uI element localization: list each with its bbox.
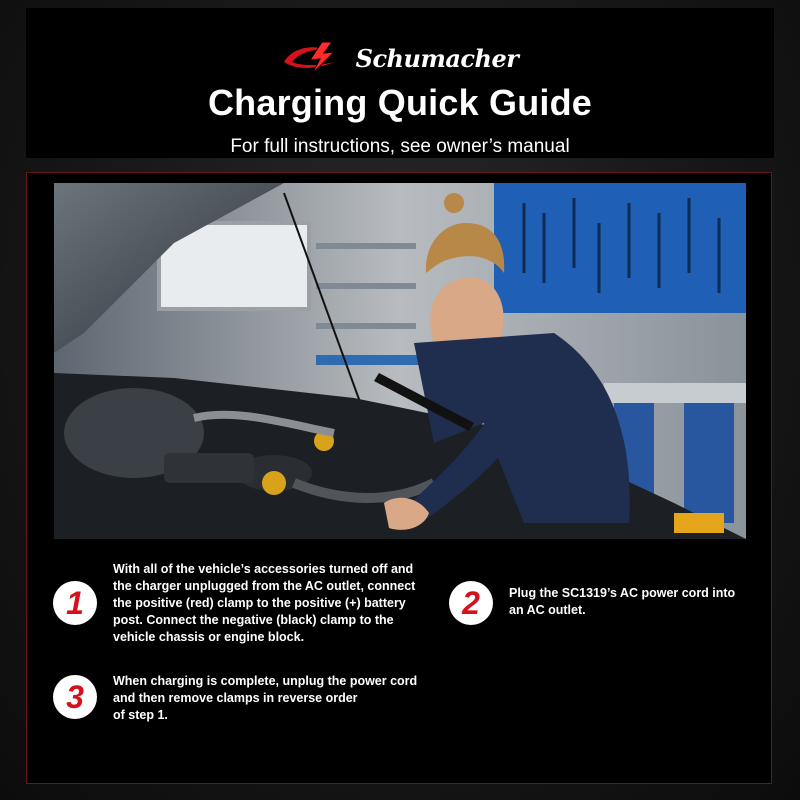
step-number: 3 — [66, 679, 84, 715]
step-text: With all of the vehicle’s accessories turned off and the charger unplugged from the AC outlet, connect the positive (red) clamp to the positive (+) battery post. Connect the negative (black) clamp to the vehicle chassis or engine block. — [113, 562, 416, 644]
lightning-swoosh-icon — [282, 40, 352, 76]
step-number: 1 — [66, 585, 84, 621]
step-number-badge — [53, 675, 97, 719]
step-number-badge — [449, 581, 493, 625]
header-banner — [26, 8, 774, 158]
step-number: 2 — [462, 585, 480, 621]
step-2 — [449, 585, 739, 625]
page-subtitle: For full instructions, see owner’s manual — [230, 136, 570, 157]
step-text: Plug the SC1319’s AC power cord into an AC outlet. — [509, 586, 736, 617]
guide-panel — [26, 172, 772, 784]
step-number-badge — [53, 581, 97, 625]
step-3 — [53, 673, 423, 724]
brand-logo — [26, 38, 774, 78]
brand-name: Schumacher — [355, 43, 519, 73]
step-text: When charging is complete, unplug the power cord and then remove clamps in reverse order of step 1. — [113, 674, 418, 722]
mechanic-engine-photo — [54, 183, 746, 539]
page-title: Charging Quick Guide — [207, 82, 593, 123]
step-1 — [53, 561, 423, 646]
